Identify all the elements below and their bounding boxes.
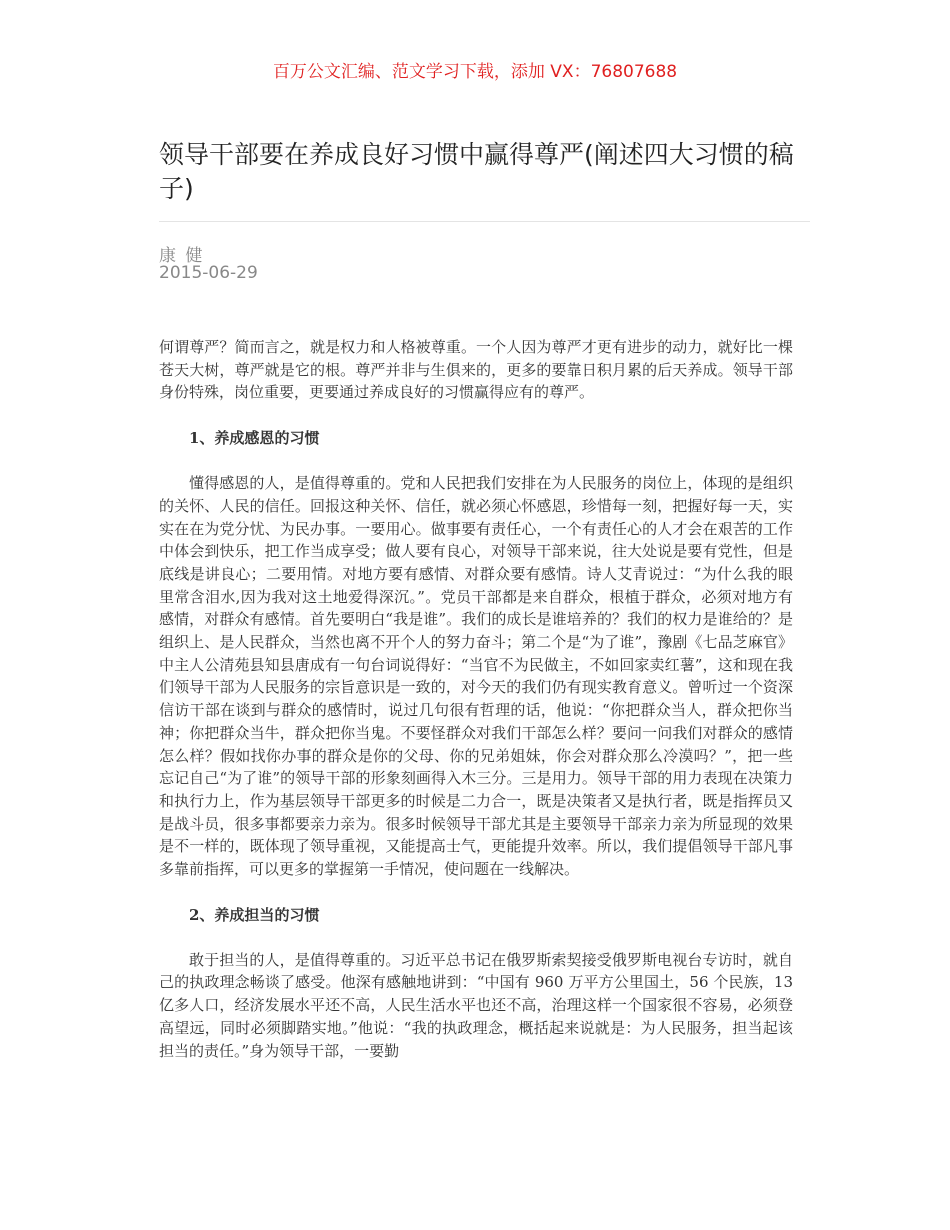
article-author: 康 健 <box>159 246 205 266</box>
section-paragraph-responsibility: 敢于担当的人，是值得尊重的。习近平总书记在俄罗斯索契接受俄罗斯电视台专访时，就自己的执政理念畅谈了感受。他深有感触地讲到：“中国有 960 万平方公里国土，56 个民族，13 亿多人口，经济发展水平还不高，人民生活水平也还不高，治理这样一个国家很不容易，必须登高望远，同时必须脚踏实地。”他说：“我的执政理念，概括起来说就是：为人民服务，担当起该担当的责任。”身为领导干部，一要勤 <box>159 950 793 1060</box>
title-divider <box>159 221 810 222</box>
section-paragraph-gratitude: 懂得感恩的人，是值得尊重的。党和人民把我们安排在为人民服务的岗位上，体现的是组织的关怀、人民的信任。回报这种关怀、信任，就必须心怀感恩，珍惜每一刻，把握好每一天，实实在在为党分忧、为民办事。一要用心。做事要有责任心，一个有责任心的人才会在艰苦的工作中体会到快乐，把工作当成享受；做人要有良心，对领导干部来说，往大处说是要有党性，但是底线是讲良心；二要用情。对地方要有感情、对群众要有感情。诗人艾青说过：“为什么我的眼里常含泪水,因为我对这土地爱得深沉。”。党员干部都是来自群众，根植于群众，必须对地方有感情，对群众有感情。首先要明白“我是谁”。我们的成长是谁培养的？我们的权力是谁给的？是组织上、是人民群众，当然也离不开个人的努力奋斗；第二个是“为了谁”，豫剧《七品芝麻官》中主人公清苑县知县唐成有一句台词说得好：“当官不为民做主，不如回家卖红薯”，这和现在我们领导干部为人民服务的宗旨意识是一致的，对今天的我们仍有现实教育意义。曾听过一个资深信访干部在谈到与群众的感情时，说过几句很有哲理的话，他说：“你把群众当人，群众把你当神；你把群众当牛，群众把你当鬼。不要怪群众对我们干部怎么样？要问一问我们对群众的感情怎么样？假如找你办事的群众是你的父母、你的兄弟姐妹，你会对群众那么冷漠吗？”，把一些忘记自己“为了谁”的领导干部的形象刻画得入木三分。三是用力。领导干部的用力表现在决策力和执行力上，作为基层领导干部更多的时候是二力合一，既是决策者又是执行者，既是指挥员又是战斗员，很多事都要亲力亲为。很多时候领导干部尤其是主要领导干部亲力亲为所显现的效果是不一样的，既体现了领导重视，又能提高士气，更能提升效率。所以，我们提倡领导干部凡事多靠前指挥，可以更多的掌握第一手情况，使问题在一线解决。 <box>159 474 793 879</box>
section-heading-gratitude: 1、养成感恩的习惯 <box>189 429 320 448</box>
article-date: 2015-06-29 <box>159 263 258 283</box>
intro-paragraph: 何谓尊严？简而言之，就是权力和人格被尊重。一个人因为尊严才更有进步的动力，就好比一棵苍天大树，尊严就是它的根。尊严并非与生俱来的，更多的要靠日积月累的后天养成。领导干部身份特殊，岗位重要，更要通过养成良好的习惯赢得应有的尊严。 <box>159 338 793 402</box>
article-body <box>159 336 793 1062</box>
ad-banner: 百万公文汇编、范文学习下载，添加 VX：76807688 <box>272 62 678 82</box>
article-title: 领导干部要在养成良好习惯中赢得尊严(阐述四大习惯的稿子) <box>159 140 794 203</box>
section-heading-responsibility: 2、养成担当的习惯 <box>189 905 320 924</box>
